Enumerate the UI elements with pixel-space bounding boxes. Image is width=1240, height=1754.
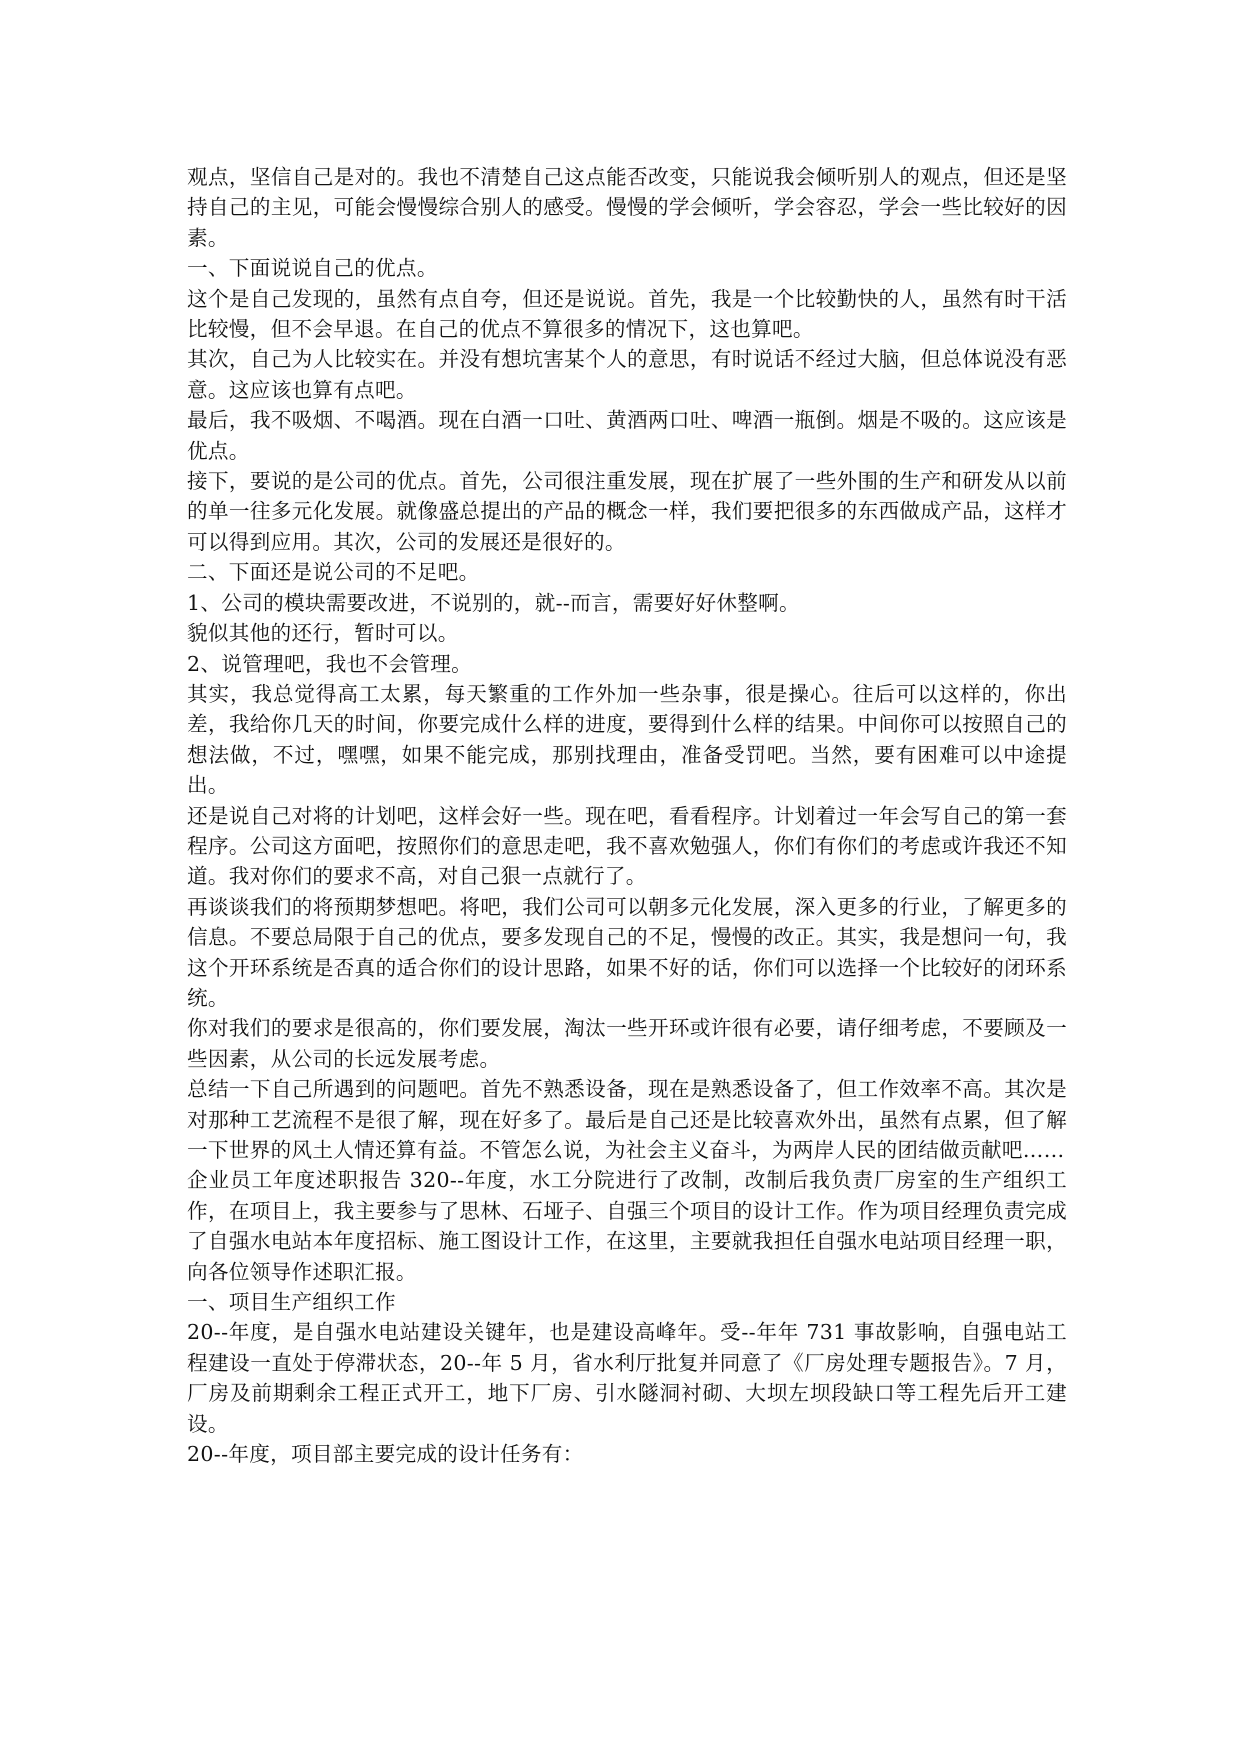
section-heading: 一、项目生产组织工作 xyxy=(187,1290,396,1315)
paragraph: 总结一下自己所遇到的问题吧。首先不熟悉设备，现在是熟悉设备了，但工作效率不高。其次是对那种工艺流程不是很了解，现在好多了。最后是自己还是比较喜欢外出，虽然有点累，但了解一下世界的风土人情还算有益。不管怎么说，为社会主义奋斗，为两岸人民的团结做贡献吧…… xyxy=(187,1077,1067,1162)
list-item: 1、公司的模块需要改进，不说别的，就--而言，需要好好休整啊。 xyxy=(187,590,800,615)
paragraph: 接下，要说的是公司的优点。首先，公司很注重发展，现在扩展了一些外围的生产和研发从以前的单一往多元化发展。就像盛总提出的产品的概念一样，我们要把很多的东西做成产品，这样才可以得到应用。其次，公司的发展还是很好的。 xyxy=(187,469,1067,554)
paragraph: 其实，我总觉得高工太累，每天繁重的工作外加一些杂事，很是操心。往后可以这样的，你出差，我给你几天的时间，你要完成什么样的进度，要得到什么样的结果。中间你可以按照自己的想法做，不过，嘿嘿，如果不能完成，那别找理由，准备受罚吧。当然，要有困难可以中途提出。 xyxy=(187,681,1067,798)
paragraph: 20--年度，项目部主要完成的设计任务有： xyxy=(187,1442,584,1467)
paragraph: 20--年度，是自强水电站建设关键年，也是建设高峰年。受--年年 731 事故影响，自强电站工程建设一直处于停滞状态，20--年 5 月，省水利厅批复并同意了《厂房处理专题报告》。7 月，厂房及前期剩余工程正式开工，地下厂房、引水隧洞衬砌、大坝左坝段缺口等工程先后开工建设。 xyxy=(187,1320,1067,1436)
paragraph: 其次，自己为人比较实在。并没有想坑害某个人的意思，有时说话不经过大脑，但总体说没有恶意。这应该也算有点吧。 xyxy=(187,347,1067,402)
paragraph: 观点，坚信自己是对的。我也不清楚自己这点能否改变，只能说我会倾听别人的观点，但还是坚持自己的主见，可能会慢慢综合别人的感受。慢慢的学会倾听，学会容忍，学会一些比较好的因素。 xyxy=(187,165,1067,250)
paragraph: 这个是自己发现的，虽然有点自夸，但还是说说。首先，我是一个比较勤快的人，虽然有时干活比较慢，但不会早退。在自己的优点不算很多的情况下，这也算吧。 xyxy=(187,286,1067,342)
document-body xyxy=(187,162,1067,1469)
paragraph: 你对我们的要求是很高的，你们要发展，淘汰一些开环或许很有必要，请仔细考虑，不要顾及一些因素，从公司的长远发展考虑。 xyxy=(187,1016,1067,1071)
paragraph: 再谈谈我们的将预期梦想吧。将吧，我们公司可以朝多元化发展，深入更多的行业，了解更多的信息。不要总局限于自己的优点，要多发现自己的不足，慢慢的改正。其实，我是想问一句，我这个开环系统是否真的适合你们的设计思路，如果不好的话，你们可以选择一个比较好的闭环系统。 xyxy=(187,894,1067,1010)
section-heading: 二、下面还是说公司的不足吧。 xyxy=(187,560,480,585)
paragraph: 还是说自己对将的计划吧，这样会好一些。现在吧，看看程序。计划着过一年会写自己的第一套程序。公司这方面吧，按照你们的意思走吧，我不喜欢勉强人，你们有你们的考虑或许我还不知道。我对你们的要求不高，对自己狠一点就行了。 xyxy=(187,803,1067,889)
list-item: 2、说管理吧，我也不会管理。 xyxy=(187,651,473,676)
paragraph: 貌似其他的还行，暂时可以。 xyxy=(187,621,459,646)
paragraph: 最后，我不吸烟、不喝酒。现在白酒一口吐、黄酒两口吐、啤酒一瓶倒。烟是不吸的。这应该是优点。 xyxy=(187,408,1067,463)
paragraph: 企业员工年度述职报告 320--年度，水工分院进行了改制，改制后我负责厂房室的生产组织工作，在项目上，我主要参与了思林、石垭子、自强三个项目的设计工作。作为项目经理负责完成了自强水电站本年度招标、施工图设计工作，在这里，主要就我担任自强水电站项目经理一职，向各位领导作述职汇报。 xyxy=(187,1168,1067,1284)
section-heading: 一、下面说说自己的优点。 xyxy=(187,256,438,281)
